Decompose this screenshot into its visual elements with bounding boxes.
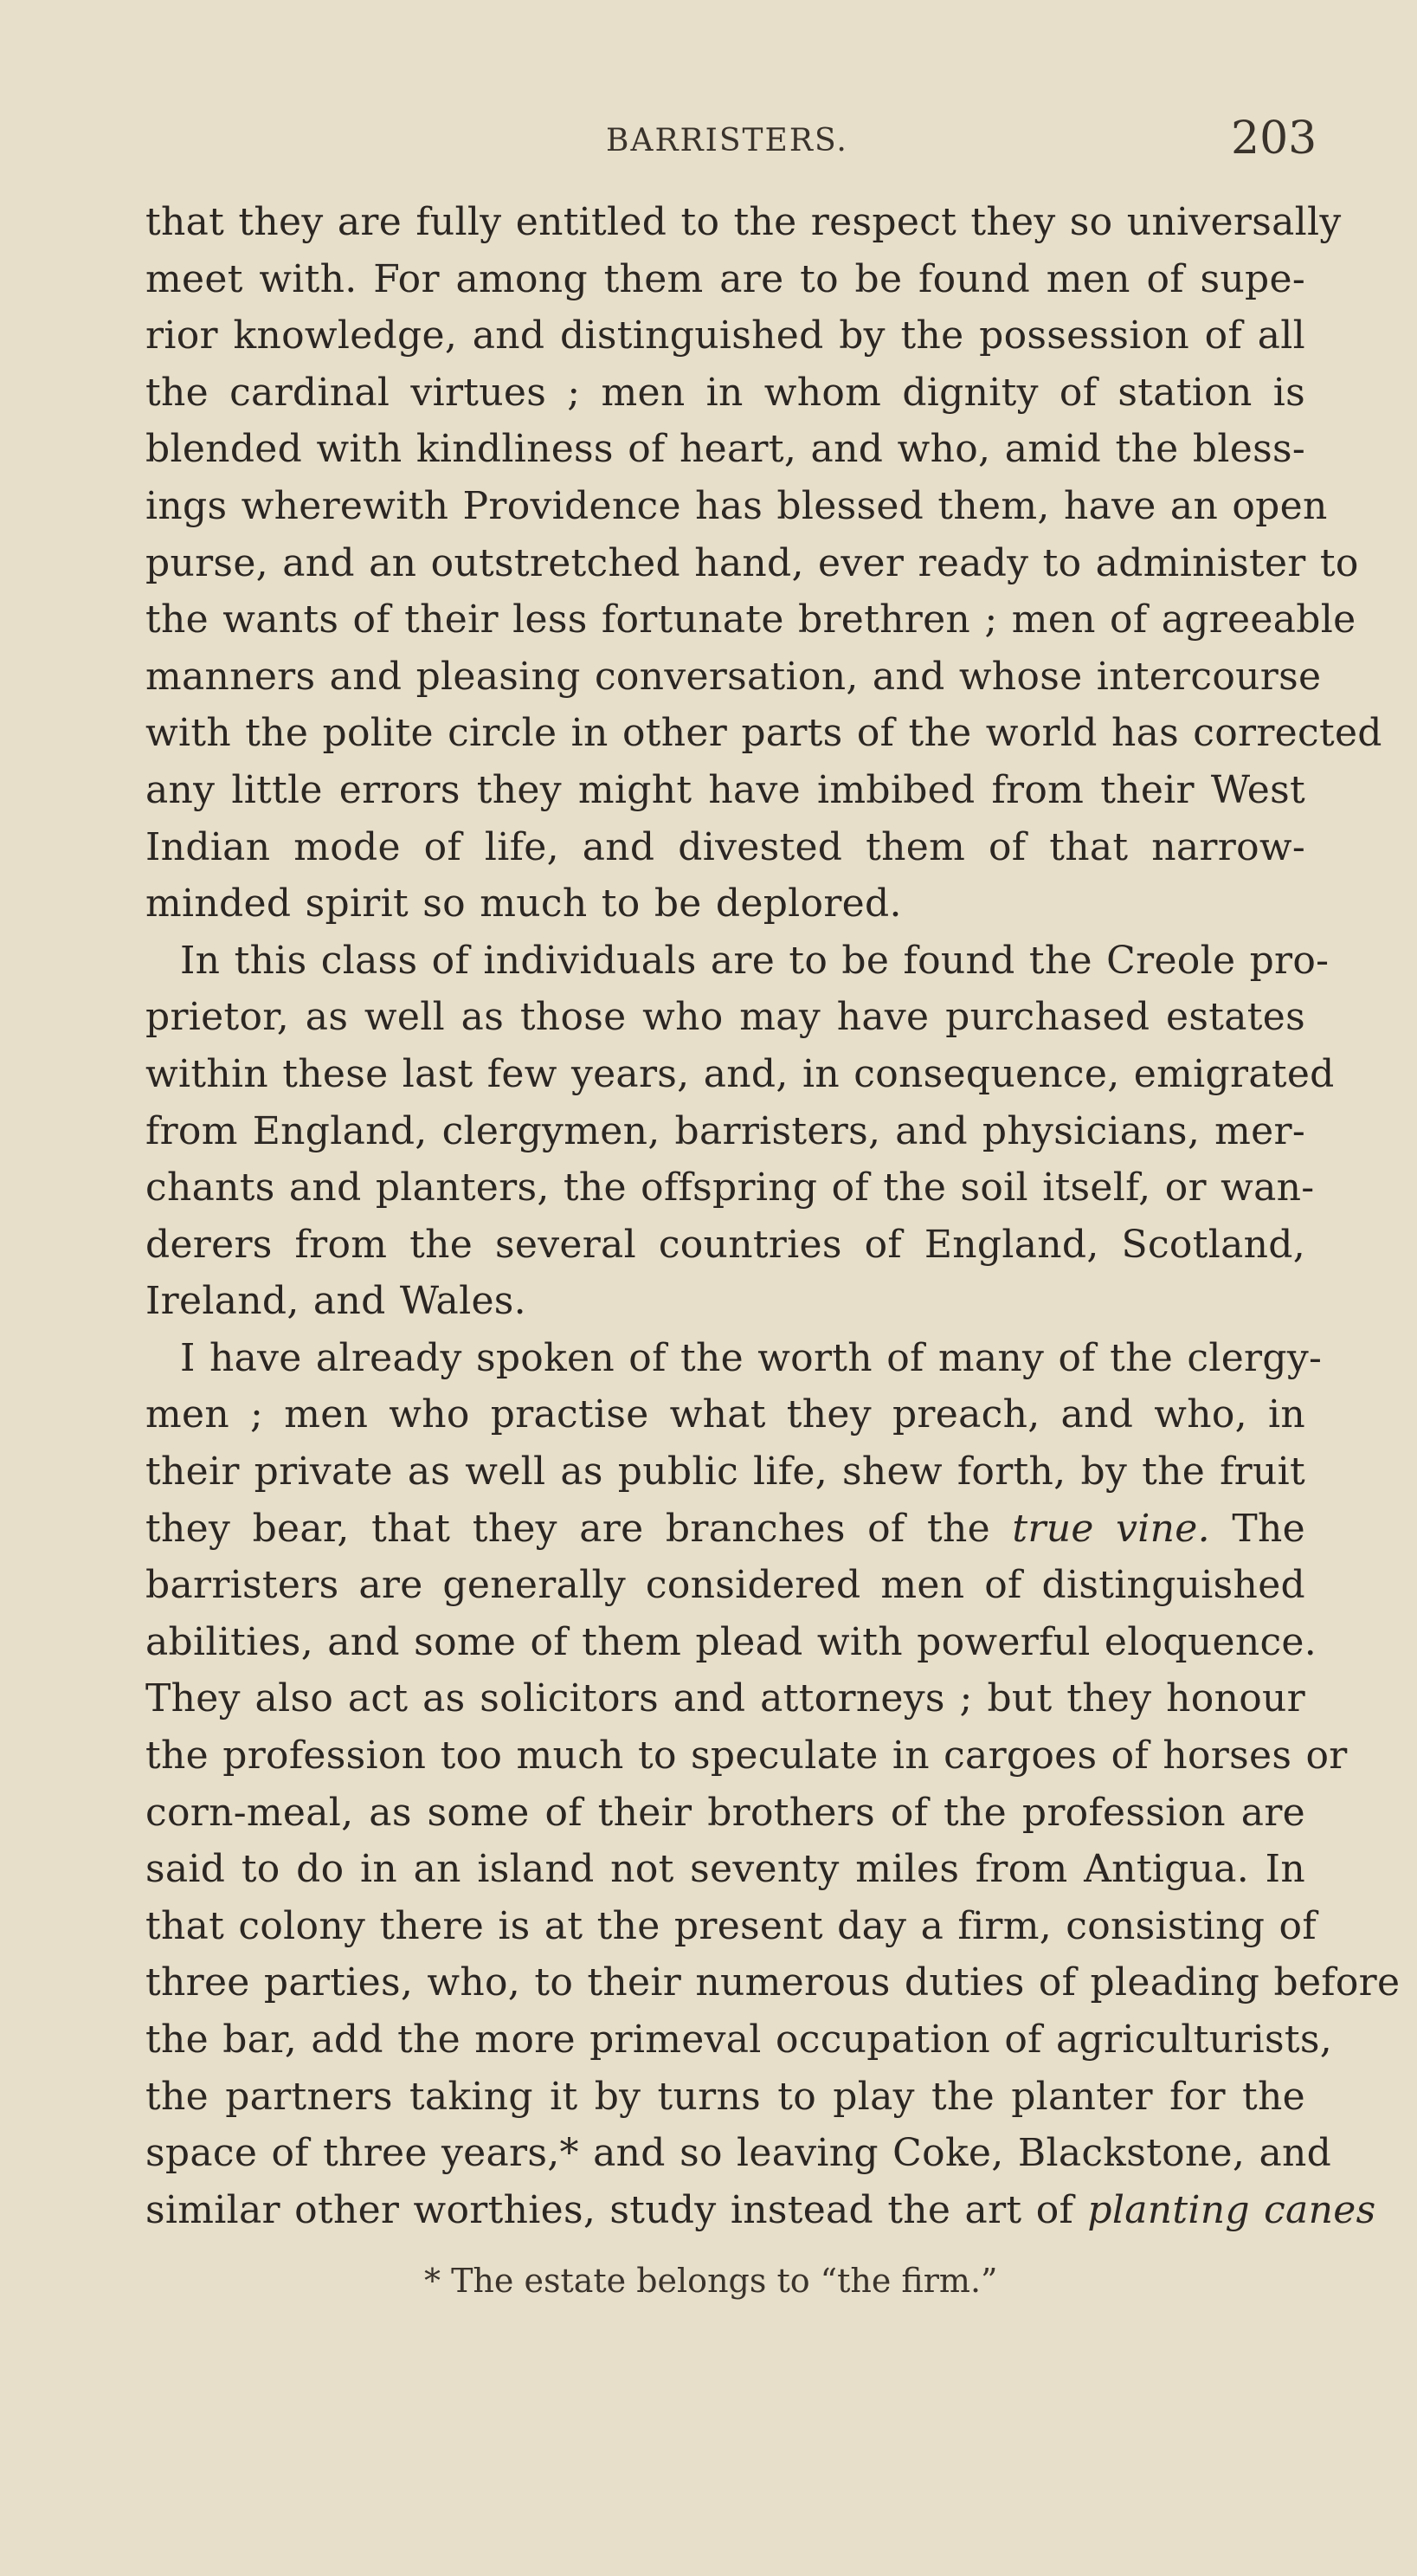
text-line: the partners taking it by turns to play the planter for the (145, 2074, 1305, 2119)
text-segment: they bear, that they are branches of the (145, 1506, 1013, 1551)
text-line: ings wherewith Providence has blessed them, have an open (145, 483, 1328, 528)
text-line: blended with kindliness of heart, and who, amid the bless- (145, 427, 1305, 472)
text-line: the profession too much to speculate in cargoes of horses or (145, 1733, 1348, 1779)
text-line: from England, clergymen, barristers, and physicians, mer- (145, 1108, 1305, 1153)
text-line: rior knowledge, and distinguished by the possession of all (145, 313, 1305, 358)
text-line: minded spirit so much to be deplored. (145, 881, 902, 926)
text-line: corn-meal, as some of their brothers of the profession are (145, 1790, 1305, 1835)
body-text (145, 194, 1401, 2238)
text-line-mixed (145, 2182, 1376, 2239)
text-line: In this class of individuals are to be found the Creole pro- (180, 938, 1330, 983)
text-line: that they are fully entitled to the respect they so universally (145, 200, 1342, 244)
text-line: I have already spoken of the worth of many of the clergy- (180, 1335, 1323, 1380)
running-head: BARRISTERS. (606, 123, 848, 158)
text-line: the bar, add the more primeval occupation of agriculturists, (145, 2018, 1333, 2062)
text-line: They also act as solicitors and attorneys ; but they honour (145, 1676, 1305, 1721)
text-line: manners and pleasing conversation, and whose intercourse (145, 654, 1322, 699)
text-segment: similar other worthies, study instead the art of (145, 2187, 1088, 2232)
text-line: the wants of their less fortunate brethren ; men of agreeable (145, 597, 1356, 642)
text-line: meet with. For among them are to be found men of supe- (145, 256, 1305, 301)
text-line: said to do in an island not seventy miles from Antigua. In (145, 1847, 1305, 1892)
text-line: prietor, as well as those who may have purchased estates (145, 995, 1305, 1040)
text-line: space of three years,* and so leaving Coke, Blackstone, and (145, 2131, 1332, 2176)
italic-true-vine: true vine. (1012, 1506, 1210, 1551)
text-line: any little errors they might have imbibed from their West (145, 767, 1305, 812)
text-line-mixed (145, 1501, 1305, 1558)
text-line: purse, and an outstretched hand, ever ready to administer to (145, 540, 1359, 585)
text-line: men ; men who practise what they preach, and who, in (145, 1392, 1305, 1437)
text-line: abilities, and some of them plead with powerful eloquence. (145, 1619, 1317, 1664)
text-line: that colony there is at the present day a firm, consisting of (145, 1903, 1317, 1948)
footnote: * The estate belongs to “the firm.” (424, 2262, 998, 2300)
text-line: Indian mode of life, and divested them of that narrow- (145, 824, 1305, 869)
page-number: 203 (1231, 113, 1317, 165)
italic-planting-canes: planting canes (1087, 2187, 1376, 2232)
text-line: within these last few years, and, in consequence, emigrated (145, 1051, 1335, 1096)
text-line: derers from the several countries of England, Scotland, (145, 1222, 1305, 1267)
text-line: three parties, who, to their numerous duties of pleading before (145, 1960, 1401, 2005)
text-segment: The (1209, 1506, 1305, 1551)
text-line: chants and planters, the offspring of the soil itself, or wan- (145, 1165, 1315, 1211)
text-line: Ireland, and Wales. (145, 1279, 526, 1324)
text-line: the cardinal virtues ; men in whom dignity of station is (145, 370, 1305, 415)
text-line: with the polite circle in other parts of the world has corrected (145, 711, 1382, 756)
text-line: their private as well as public life, shew forth, by the fruit (145, 1449, 1305, 1495)
text-line: barristers are generally considered men of distinguished (145, 1563, 1305, 1608)
